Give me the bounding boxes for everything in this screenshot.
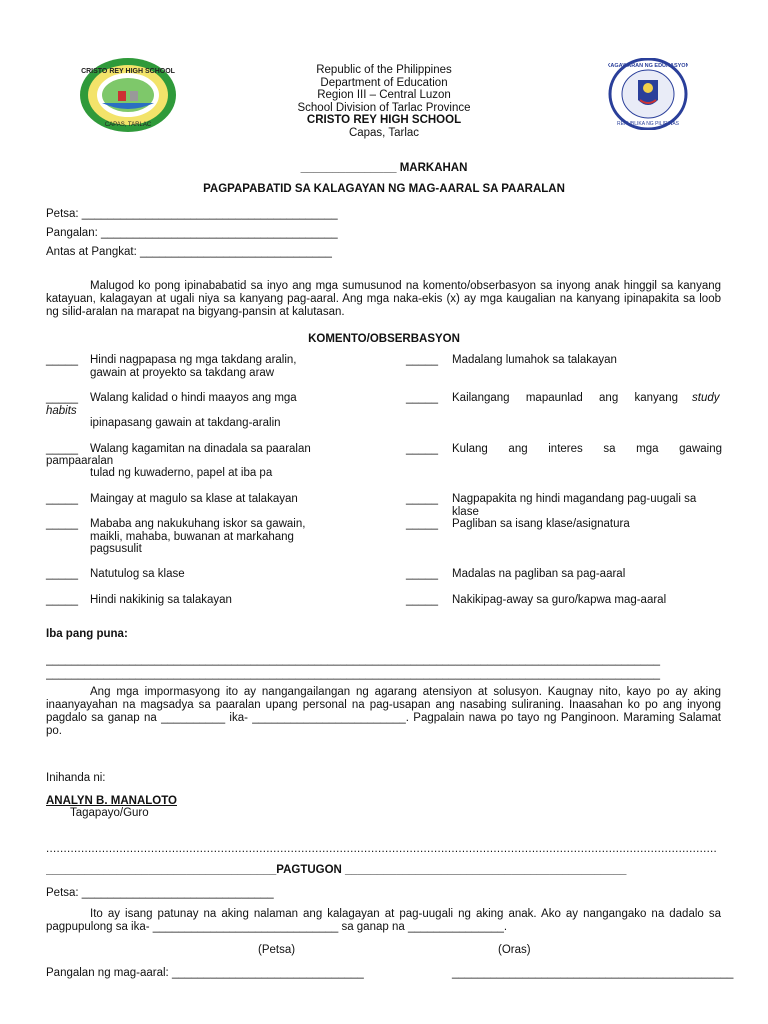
item-label: Natutulog sa klase [90, 568, 185, 580]
svg-text:CAPAS, TARLAC: CAPAS, TARLAC [104, 122, 152, 128]
petsa-field[interactable]: Petsa: ________________________________________ [46, 208, 338, 220]
signature-line[interactable]: ____________________________________________ [452, 967, 734, 979]
header-line: School Division of Tarlac Province [297, 101, 471, 114]
item-label: Pagliban sa isang klase/asignatura [452, 518, 630, 530]
markahan-title: _______________ MARKAHAN [300, 162, 468, 174]
item-label: ipinapasang gawain at takdang-aralin [90, 417, 281, 429]
intro-paragraph: Malugod ko pong ipinababatid sa inyo ang mga sumusunod na komento/obserbasyon sa inyong anak hinggil sa kanyang katayuan, kalagayan at ugali niya sa kanyang pag-aaral. Ang mga naka-ekis (x) ay mga kaugalian na kanyang ipinapakita sa loob ng silid-aralan na marapat na bigyang-pansin at kalutasan. [46, 280, 721, 318]
closing-paragraph: Ang mga impormasyong ito ay nangangailangan ng agarang atensiyon at solusyon. Kaugnay nito, kayo po ay aking inaanyayahan na magsadya sa paaralan upang personal na pag-usapan ang nasabing suliraning. Inaasahan ko po ang inyong pagdalo sa ganap na __________ ika- ________________________. Pagpalain nawa po tayo ng Panginoon. Maraming Salamat po. [46, 686, 721, 737]
item-label: Nakikipag-away sa guro/kapwa mag-aaral [452, 594, 667, 606]
pangalan-field[interactable]: Pangalan: _____________________________________ [46, 227, 338, 239]
item-label: Kailangang mapaunlad ang kanyang [452, 392, 678, 404]
item-label: habits [46, 405, 77, 417]
petsa-caption: (Petsa) [258, 944, 296, 956]
form-title: PAGPAPABATID SA KALAGAYAN NG MAG-AARAL SA PAARALAN [203, 183, 565, 195]
item-label: klase [452, 506, 479, 518]
iba-pang-puna-label: Iba pang puna: [46, 628, 128, 640]
checkbox-blank[interactable]: _____ [46, 392, 78, 404]
school-location: Capas, Tarlac [348, 126, 420, 139]
checkbox-blank[interactable]: _____ [406, 568, 438, 580]
cut-line: ................................................................................................................................................................................................ [46, 843, 718, 855]
header-line: Department of Education [320, 76, 448, 89]
checkbox-blank[interactable]: _____ [406, 594, 438, 606]
header-line: Republic of the Philippines [316, 64, 452, 76]
oras-caption: (Oras) [498, 944, 531, 956]
item-label: Walang kagamitan na dinadala sa paaralan [90, 443, 311, 455]
item-label: Hindi nagpapasa ng mga takdang aralin, [90, 354, 297, 366]
item-label: Mababa ang nakukuhang iskor sa gawain, [90, 518, 306, 530]
item-label: Madalang lumahok sa talakayan [452, 354, 617, 366]
petsa2-field[interactable]: Petsa: ______________________________ [46, 887, 274, 899]
checkbox-blank[interactable]: _____ [46, 443, 78, 455]
header-line: Region III – Central Luzon [317, 89, 451, 101]
svg-text:CRISTO REY HIGH SCHOOL: CRISTO REY HIGH SCHOOL [81, 68, 175, 75]
letterhead [0, 64, 768, 139]
school-name: CRISTO REY HIGH SCHOOL [306, 114, 462, 126]
remarks-line[interactable]: ________________________________________________________________________________________________ [46, 654, 660, 666]
item-label: gawain at proyekto sa takdang araw [90, 367, 275, 379]
checkbox-blank[interactable]: _____ [406, 493, 438, 505]
checkbox-blank[interactable]: _____ [406, 443, 438, 455]
antas-field[interactable]: Antas at Pangkat: ______________________________ [46, 246, 332, 258]
student-name-field[interactable]: Pangalan ng mag-aaral: ______________________________ [46, 967, 364, 979]
item-label: study [692, 392, 720, 404]
checkbox-blank[interactable]: _____ [46, 518, 78, 530]
checkbox-blank[interactable]: _____ [406, 518, 438, 530]
item-label: Walang kalidad o hindi maayos ang mga [90, 392, 297, 404]
item-label: tulad ng kuwaderno, papel at iba pa [90, 467, 273, 479]
checkbox-blank[interactable]: _____ [46, 568, 78, 580]
checkbox-blank[interactable]: _____ [406, 392, 438, 404]
item-label: Madalas na pagliban sa pag-aaral [452, 568, 626, 580]
checkbox-blank[interactable]: _____ [406, 354, 438, 366]
pagtugon-heading: ____________________________________PAGTUGON ____________________________________________ [46, 864, 627, 876]
item-label: pampaaralan [46, 455, 114, 467]
remarks-line[interactable]: ________________________________________________________________________________________________ [46, 668, 660, 680]
svg-text:KAGAWARAN NG EDUKASYON: KAGAWARAN NG EDUKASYON [608, 63, 688, 69]
checkbox-blank[interactable]: _____ [46, 493, 78, 505]
checkbox-blank[interactable]: _____ [46, 354, 78, 366]
item-label: Hindi nakikinig sa talakayan [90, 594, 232, 606]
checkbox-blank[interactable]: _____ [46, 594, 78, 606]
item-label: Kulang ang interes sa mga gawaing [452, 443, 722, 455]
item-label: pagsusulit [90, 543, 142, 555]
inihanda-label: Inihanda ni: [46, 772, 106, 784]
item-label: Maingay at magulo sa klase at talakayan [90, 493, 298, 505]
item-label: maikli, mahaba, buwanan at markahang [90, 531, 294, 543]
komento-heading: KOMENTO/OBSERBASYON [308, 333, 460, 345]
teacher-name: ANALYN B. MANALOTO [46, 795, 177, 807]
item-label: Nagpapakita ng hindi magandang pag-uugali sa [452, 493, 697, 505]
response-paragraph: Ito ay isang patunay na aking nalaman ang kalagayan at pag-uugali ng aking anak. Ako ay nangangako na dadalo sa pagpupulong sa ika- _____________________________ sa ganap na _______________. [46, 908, 721, 933]
teacher-role: Tagapayo/Guro [70, 807, 149, 819]
svg-text:REPUBLIKA NG PILIPINAS: REPUBLIKA NG PILIPINAS [617, 121, 679, 127]
